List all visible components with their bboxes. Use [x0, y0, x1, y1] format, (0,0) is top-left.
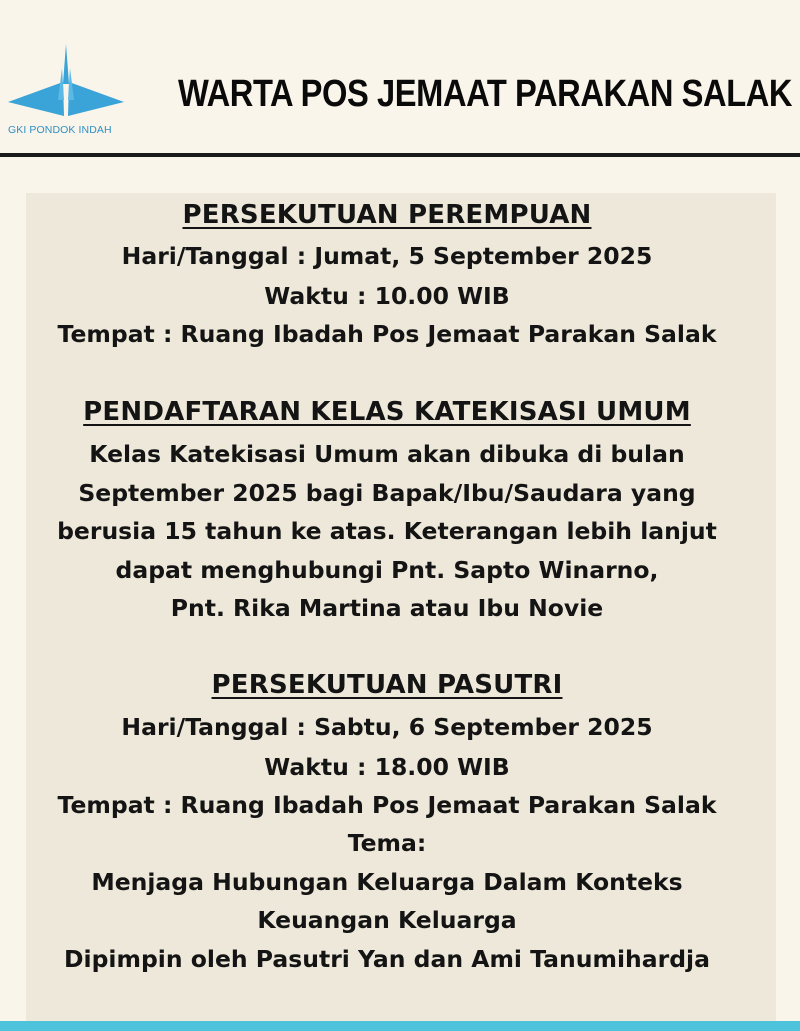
- section-line: berusia 15 tahun ke atas. Keterangan lebih lanjut: [57, 517, 717, 545]
- footer-accent-bar: [0, 1021, 800, 1031]
- section-line: Dipimpin oleh Pasutri Yan dan Ami Tanumihardja: [64, 945, 710, 973]
- section-line: Tema:: [347, 829, 427, 857]
- section-line: Keuangan Keluarga: [257, 906, 517, 934]
- page-title: WARTA POS JEMAAT PARAKAN SALAK: [178, 73, 793, 115]
- section-line: September 2025 bagi Bapak/Ibu/Saudara yang: [78, 479, 696, 507]
- section-line: Hari/Tanggal : Sabtu, 6 September 2025: [121, 713, 653, 741]
- section-heading: PERSEKUTUAN PASUTRI: [211, 670, 563, 700]
- section-line: Tempat : Ruang Ibadah Pos Jemaat Parakan Salak: [57, 791, 717, 819]
- section-line: Tempat : Ruang Ibadah Pos Jemaat Parakan Salak: [57, 320, 717, 348]
- section-line: Kelas Katekisasi Umum akan dibuka di bulan: [89, 440, 685, 468]
- section-line: Pnt. Rika Martina atau Ibu Novie: [170, 594, 604, 622]
- section-line: Menjaga Hubungan Keluarga Dalam Konteks: [91, 868, 683, 896]
- section-line: Waktu : 10.00 WIB: [264, 282, 510, 310]
- section-heading: PENDAFTARAN KELAS KATEKISASI UMUM: [83, 397, 691, 427]
- section-line: dapat menghubungi Pnt. Sapto Winarno,: [115, 556, 659, 584]
- section-line: Hari/Tanggal : Jumat, 5 September 2025: [121, 242, 653, 270]
- logo-text: GKI PONDOK INDAH: [8, 124, 112, 136]
- section-heading: PERSEKUTUAN PEREMPUAN: [182, 200, 592, 230]
- section-line: Waktu : 18.00 WIB: [264, 753, 510, 781]
